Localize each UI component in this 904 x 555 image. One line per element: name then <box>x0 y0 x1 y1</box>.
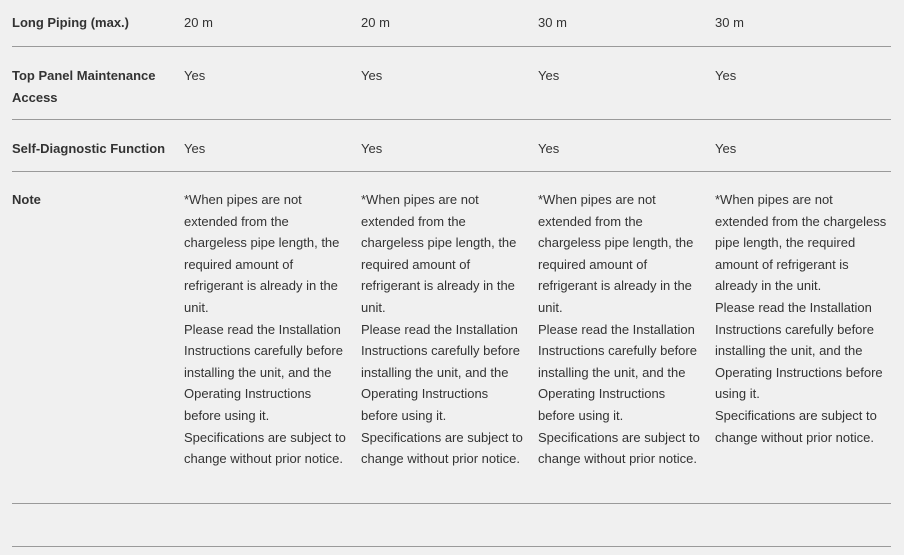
table-row <box>12 47 891 120</box>
table-cell: 20 m <box>361 15 390 30</box>
table-row <box>12 120 891 172</box>
row-label-self-diagnostic: Self-Diagnostic Function <box>12 141 166 156</box>
note-cell: *When pipes are not extended from the chargeless pipe length, the required amount of refrigerant is already in the unit. Please read the Installation Instructions carefully before installing the unit, and the Operating Instructions before using it. Specifications are subject to change without prior notice. <box>715 192 887 445</box>
row-label-note: Note <box>12 192 41 207</box>
table-cell: Yes <box>715 68 737 83</box>
note-cell: *When pipes are not extended from the chargeless pipe length, the required amount of refrigerant is already in the unit. Please read the Installation Instructions carefully before installing the unit, and the Operating Instructions before using it. Specifications are subject to change without prior notice. <box>361 192 523 467</box>
table-cell: Yes <box>184 141 206 156</box>
spec-table <box>12 0 891 504</box>
table-cell: Yes <box>361 141 383 156</box>
note-cell: *When pipes are not extended from the chargeless pipe length, the required amount of refrigerant is already in the unit. Please read the Installation Instructions carefully before installing the unit, and the Operating Instructions before using it. Specifications are subject to change without prior notice. <box>538 192 700 467</box>
note-cell: *When pipes are not extended from the chargeless pipe length, the required amount of refrigerant is already in the unit. Please read the Installation Instructions carefully before installing the unit, and the Operating Instructions before using it. Specifications are subject to change without prior notice. <box>184 192 346 467</box>
table-row <box>12 172 891 504</box>
table-cell: Yes <box>538 68 560 83</box>
table-row <box>12 0 891 47</box>
table-cell: Yes <box>361 68 383 83</box>
table-cell: Yes <box>184 68 206 83</box>
table-cell: 30 m <box>715 15 744 30</box>
table-cell: Yes <box>538 141 560 156</box>
table-cell: 20 m <box>184 15 213 30</box>
table-cell: 30 m <box>538 15 567 30</box>
row-label-long-piping: Long Piping (max.) <box>12 15 129 30</box>
row-label-top-panel: Top Panel Maintenance Access <box>12 68 156 105</box>
table-cell: Yes <box>715 141 737 156</box>
table-bottom-divider <box>12 546 891 547</box>
